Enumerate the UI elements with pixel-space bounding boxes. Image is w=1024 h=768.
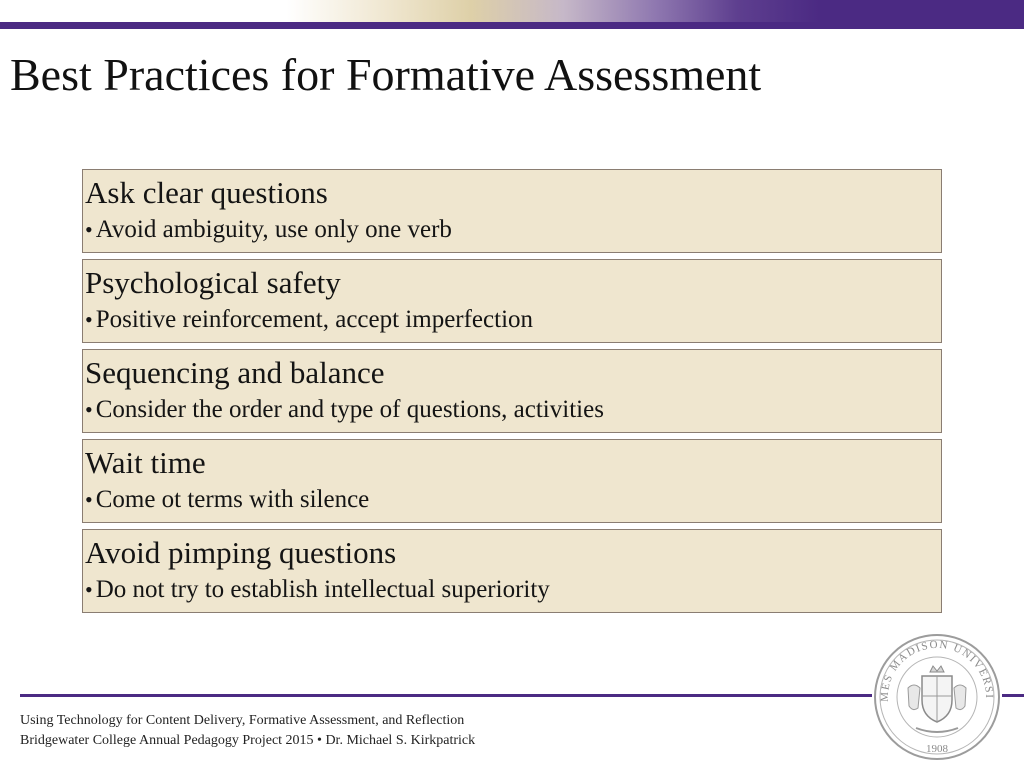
practice-box — [82, 259, 942, 343]
bullet-icon: • — [85, 307, 93, 332]
seal-right-supporter-icon — [954, 685, 966, 710]
bullet-icon: • — [85, 577, 93, 602]
practice-list — [82, 169, 942, 619]
practice-box — [82, 349, 942, 433]
practice-box — [82, 169, 942, 253]
bullet-icon: • — [85, 217, 93, 242]
practice-detail-text: Consider the order and type of questions, activities — [95, 396, 604, 423]
bullet-icon: • — [85, 397, 93, 422]
practice-detail — [85, 213, 941, 247]
practice-detail-text: Come ot terms with silence — [95, 486, 370, 513]
practice-detail — [85, 573, 941, 607]
practice-heading: Ask clear questions — [85, 175, 328, 210]
top-gradient-band — [0, 0, 1024, 22]
practice-heading: Psychological safety — [85, 265, 341, 300]
practice-detail-text: Do not try to establish intellectual superiority — [95, 576, 550, 603]
practice-heading: Avoid pimping questions — [85, 535, 397, 570]
top-purple-rule — [0, 22, 1024, 29]
practice-detail-text: Positive reinforcement, accept imperfection — [95, 306, 534, 333]
university-seal-logo — [872, 632, 1002, 762]
footer-line-2: Bridgewater College Annual Pedagogy Project 2015 • Dr. Michael S. Kirkpatrick — [20, 733, 476, 748]
practice-detail — [85, 483, 941, 517]
practice-detail — [85, 393, 941, 427]
practice-heading: Wait time — [85, 445, 206, 480]
seal-left-supporter-icon — [908, 685, 920, 710]
slide-title: Best Practices for Formative Assessment — [10, 49, 762, 100]
bullet-icon: • — [85, 487, 93, 512]
seal-year: 1908 — [926, 743, 948, 755]
seal-university-text: MES MADISON UNIVERSI — [878, 638, 996, 702]
practice-detail-text: Avoid ambiguity, use only one verb — [95, 216, 452, 243]
practice-heading: Sequencing and balance — [85, 355, 385, 390]
footer-citation — [20, 711, 475, 751]
seal-svg — [872, 632, 1002, 762]
practice-box — [82, 529, 942, 613]
footer-line-1: Using Technology for Content Delivery, Formative Assessment, and Reflection — [20, 713, 465, 728]
practice-box — [82, 439, 942, 523]
practice-detail — [85, 303, 941, 337]
